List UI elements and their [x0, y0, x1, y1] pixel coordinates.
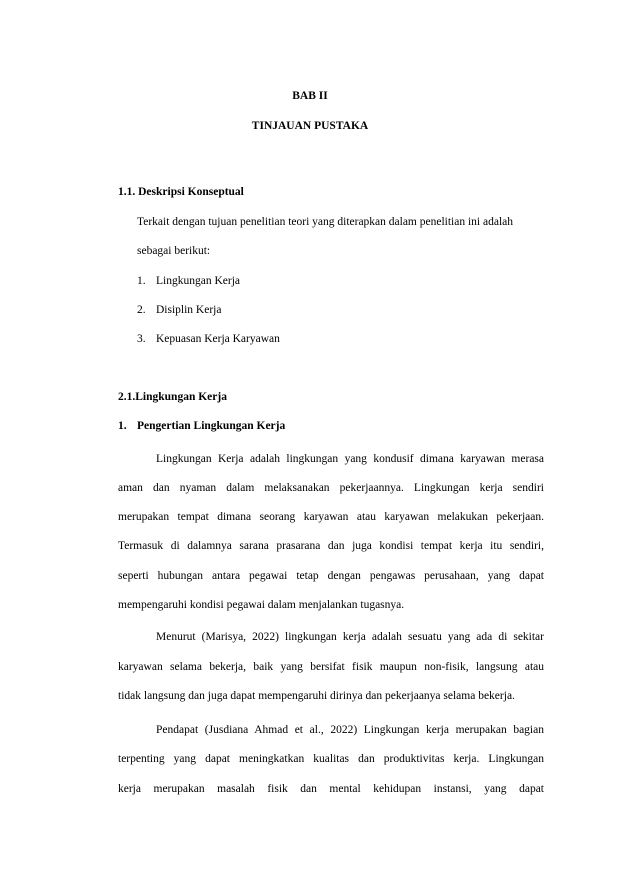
paragraph-line: Termasuk di dalamnya sarana prasarana dan juga kondisi tempat kerja itu sendiri, — [118, 540, 544, 552]
list-item: Lingkungan Kerja — [156, 275, 240, 287]
intro-line-1: Terkait dengan tujuan penelitian teori yang diterapkan dalam penelitian ini adalah — [137, 216, 513, 228]
list-item: Disiplin Kerja — [156, 304, 222, 316]
intro-line-2: sebagai berikut: — [137, 245, 211, 257]
paragraph-line: aman dan nyaman dalam melaksanakan pekerjaannya. Lingkungan kerja sendiri — [118, 482, 544, 494]
chapter-number: BAB II — [292, 90, 328, 102]
paragraph-line: tidak langsung dan juga dapat mempengaruhi dirinya dan pekerjaanya selama bekerja. — [118, 690, 515, 702]
chapter-title: TINJAUAN PUSTAKA — [251, 120, 369, 132]
paragraph-line: Lingkungan Kerja adalah lingkungan yang kondusif dimana karyawan merasa — [156, 453, 544, 465]
subheading-pengertian: Pengertian Lingkungan Kerja — [137, 420, 286, 432]
list-item: Kepuasan Kerja Karyawan — [156, 333, 280, 345]
section-heading-lingkungan: 2.1.Lingkungan Kerja — [118, 391, 227, 403]
paragraph-line: Menurut (Marisya, 2022) lingkungan kerja adalah sesuatu yang ada di sekitar — [156, 631, 544, 643]
paragraph-line: Pendapat (Jusdiana Ahmad et al., 2022) Lingkungan kerja merupakan bagian — [156, 724, 544, 736]
paragraph-line: mempengaruhi kondisi pegawai dalam menjalankan tugasnya. — [118, 599, 405, 611]
list-item-number: 3. — [137, 333, 146, 345]
paragraph-line: karyawan selama bekerja, baik yang bersifat fisik maupun non-fisik, langsung atau — [118, 661, 544, 673]
list-item-number: 2. — [137, 304, 146, 316]
paragraph-line: kerja merupakan masalah fisik dan mental kehidupan instansi, yang dapat — [118, 783, 544, 795]
subheading-number: 1. — [118, 420, 127, 432]
section-heading-deskripsi: 1.1. Deskripsi Konseptual — [118, 186, 244, 198]
list-item-number: 1. — [137, 275, 146, 287]
paragraph-line: terpenting yang dapat meningkatkan kualitas dan produktivitas kerja. Lingkungan — [118, 753, 544, 765]
paragraph-line: merupakan tempat dimana seorang karyawan atau karyawan melakukan pekerjaan. — [118, 511, 544, 523]
paragraph-line: seperti hubungan antara pegawai tetap dengan pengawas perusahaan, yang dapat — [118, 570, 544, 582]
